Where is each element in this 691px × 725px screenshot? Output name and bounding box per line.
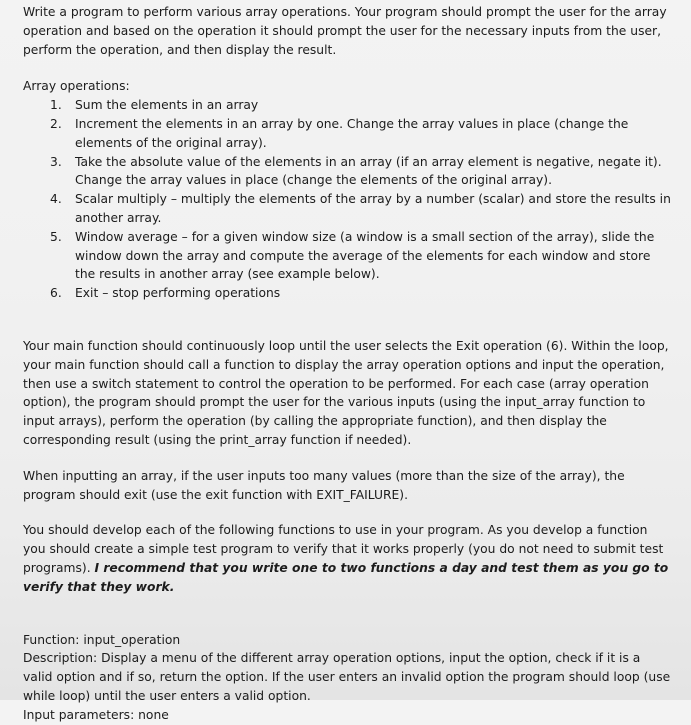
list-item-number: 5. <box>50 229 62 244</box>
intro-paragraph: Write a program to perform various array operations. Your program should prompt the user for the array operation and based on the operation it should prompt the user for the necessary inputs from the user, perform the operation, and then display the result. <box>23 5 667 57</box>
input-array-paragraph: When inputting an array, if the user inputs too many values (more than the size of the array), the program should exit (use the exit function with EXIT_FAILURE). <box>23 468 625 502</box>
list-item-text: Exit – stop performing operations <box>75 286 281 301</box>
function-input-parameters: Input parameters: none <box>23 707 169 722</box>
function-description: Description: Display a menu of the different array operation options, input the option, check if it is a valid option and if so, return the option. If the user enters an invalid option the program should loop (use while loop) until the user enters a valid option. <box>23 651 671 703</box>
recommendation-emphasis: I recommend that you write one to two functions a day and test them as you go to verify that they work. <box>23 560 669 594</box>
function-name: Function: input_operation <box>23 632 181 647</box>
spacer <box>23 303 673 337</box>
spacer <box>23 450 673 467</box>
list-item-number: 6. <box>50 286 62 301</box>
main-function-paragraph: Your main function should continuously loop until the user selects the Exit operation (6). Within the loop, your main function should call a function to display the array operation options and input the operation, then use a switch statement to control the operation to be performed. For each case (array operation option), the program should prompt the user for the various inputs (using the input_array function to input arrays), perform the operation (by calling the appropriate function), and then display the corresponding result (using the print_array function if needed). <box>23 338 669 447</box>
list-item-number: 1. <box>50 98 62 113</box>
list-item <box>23 96 673 115</box>
list-item-text: Scalar multiply – multiply the elements of the array by a number (scalar) and store the results in another array. <box>75 192 671 225</box>
spacer <box>23 504 673 521</box>
operations-list <box>23 96 673 303</box>
spacer <box>23 59 673 77</box>
list-item-text: Take the absolute value of the elements in an array (if an array element is negative, negate it). Change the array values in place (change the elements of the original array). <box>75 154 662 188</box>
list-item-number: 4. <box>50 192 62 207</box>
list-item-text: Increment the elements in an array by one. Change the array values in place (change the elements of the original array). <box>75 116 629 150</box>
list-item-number: 3. <box>50 154 62 169</box>
list-item <box>23 190 673 228</box>
list-item-number: 2. <box>50 116 62 131</box>
spacer <box>23 597 673 631</box>
list-item <box>23 115 673 153</box>
list-item-text: Window average – for a given window size (a window is a small section of the array), slide the window down the array and compute the average of the elements for each window and store the results in another array (see example below). <box>75 229 655 282</box>
develop-functions-paragraph <box>23 521 673 596</box>
develop-functions-text: You should develop each of the following functions to use in your program. As you develop a function you should create a simple test program to verify that it works properly (you do not need to submit test programs). <box>23 523 664 575</box>
list-item <box>23 228 673 284</box>
list-item-text: Sum the elements in an array <box>75 98 259 113</box>
list-item <box>23 153 673 191</box>
list-item <box>23 284 673 303</box>
operations-heading: Array operations: <box>23 79 130 94</box>
function-spec <box>23 631 673 725</box>
